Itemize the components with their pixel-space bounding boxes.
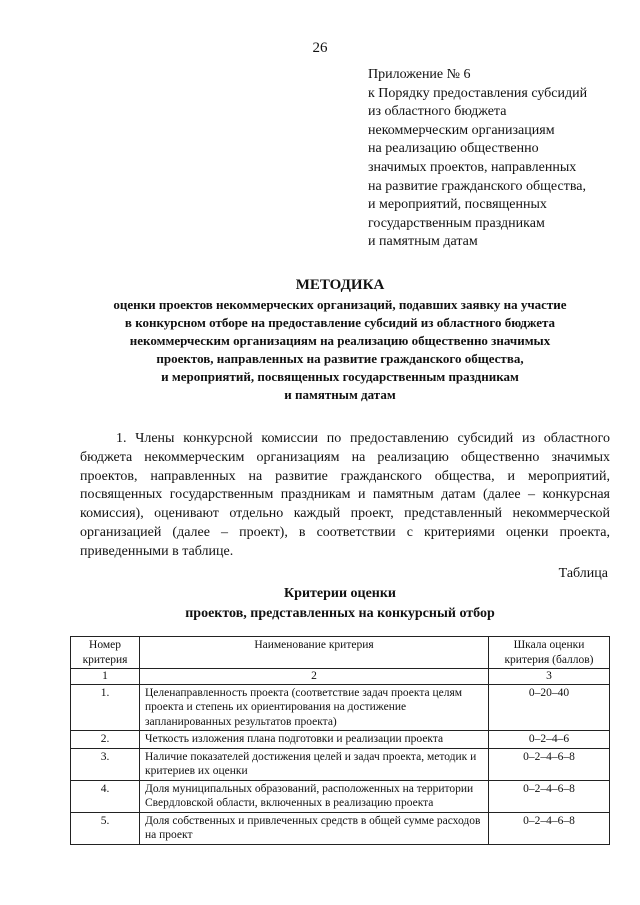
- table-row: [71, 780, 610, 812]
- body-paragraph: 1. Члены конкурсной комиссии по предоставлению субсидий из областного бюджета некоммерческим организациям на реализацию общественно значимых проектов, направленных на развитие гражданского общества, и мероприятий, посвященных государственным праздникам и памятным датам (далее – конкурсная комиссия), оценивают отдельно каждый проект, представленный некоммерческой организацией (далее – проект), в соответствии с критериями оценки проекта, приведенными в таблице.: [80, 431, 610, 559]
- table-title: [40, 584, 640, 624]
- document-title: МЕТОДИКА: [295, 277, 385, 293]
- table-index-row: [71, 669, 610, 685]
- document-subtitle-line: в конкурсном отборе на предоставление субсидий из областного бюджета: [124, 315, 556, 330]
- appendix-line: и мероприятий, посвященных: [368, 197, 547, 213]
- document-subtitle-line: и памятным датам: [284, 387, 396, 402]
- table-row: [71, 812, 610, 844]
- table-row: [71, 748, 610, 780]
- criterion-name: Доля муниципальных образований, расположенных на территории Свердловской области, включенных в реализацию проекта: [140, 780, 489, 812]
- table-caption: Таблица: [558, 566, 608, 581]
- criterion-name: Целенаправленность проекта (соответствие задач проекта целям проекта и степень их ориентирования на достижение запланированных результатов проекта): [140, 684, 489, 731]
- criterion-number: 5.: [71, 812, 140, 844]
- appendix-line: на развитие гражданского общества,: [368, 178, 586, 194]
- criterion-number: 1.: [71, 684, 140, 731]
- criterion-number: 3.: [71, 748, 140, 780]
- document-subtitle-line: оценки проектов некоммерческих организаций, подавших заявку на участие: [113, 297, 567, 312]
- criterion-number: 2.: [71, 731, 140, 749]
- document-subtitle-line: и мероприятий, посвященных государственным праздникам: [161, 369, 519, 384]
- document-subtitle-line: некоммерческим организациям на реализацию общественно значимых: [129, 333, 551, 348]
- table-row: [71, 684, 610, 731]
- table-title-line: Критерии оценки: [284, 586, 396, 601]
- document-title-block: [40, 274, 640, 404]
- criterion-scale: 0–2–4–6: [489, 731, 610, 749]
- criterion-scale: 0–2–4–6–8: [489, 812, 610, 844]
- criterion-name: Наличие показателей достижения целей и задач проекта, методик и критериев их оценки: [140, 748, 489, 780]
- column-header-scale: Шкала оценки критерия (баллов): [489, 637, 610, 669]
- page-number: 26: [312, 40, 328, 56]
- column-header-number: Номер критерия: [71, 637, 140, 669]
- appendix-line: государственным праздникам: [368, 215, 545, 231]
- document-subtitle-line: проектов, направленных на развитие гражданского общества,: [156, 351, 524, 366]
- appendix-line: Приложение № 6: [368, 67, 471, 82]
- index-cell: 3: [489, 669, 610, 685]
- appendix-note: [368, 66, 587, 252]
- appendix-line: из областного бюджета: [368, 104, 507, 120]
- appendix-line: значимых проектов, направленных: [368, 159, 577, 175]
- criteria-table: [70, 636, 610, 845]
- criterion-number: 4.: [71, 780, 140, 812]
- table-title-line: проектов, представленных на конкурсный отбор: [185, 606, 495, 621]
- appendix-line: к Порядку предоставления субсидий: [368, 85, 588, 101]
- appendix-line: и памятным датам: [368, 234, 478, 250]
- appendix-line: на реализацию общественно: [368, 141, 539, 157]
- index-cell: 1: [71, 669, 140, 685]
- table-header-row: [71, 637, 610, 669]
- criterion-scale: 0–20–40: [489, 684, 610, 731]
- criterion-name: Четкость изложения плана подготовки и реализации проекта: [140, 731, 489, 749]
- criterion-scale: 0–2–4–6–8: [489, 780, 610, 812]
- criterion-name: Доля собственных и привлеченных средств в общей сумме расходов на проект: [140, 812, 489, 844]
- appendix-line: некоммерческим организациям: [368, 122, 555, 138]
- index-cell: 2: [140, 669, 489, 685]
- table-row: [71, 731, 610, 749]
- column-header-name: Наименование критерия: [140, 637, 489, 669]
- criterion-scale: 0–2–4–6–8: [489, 748, 610, 780]
